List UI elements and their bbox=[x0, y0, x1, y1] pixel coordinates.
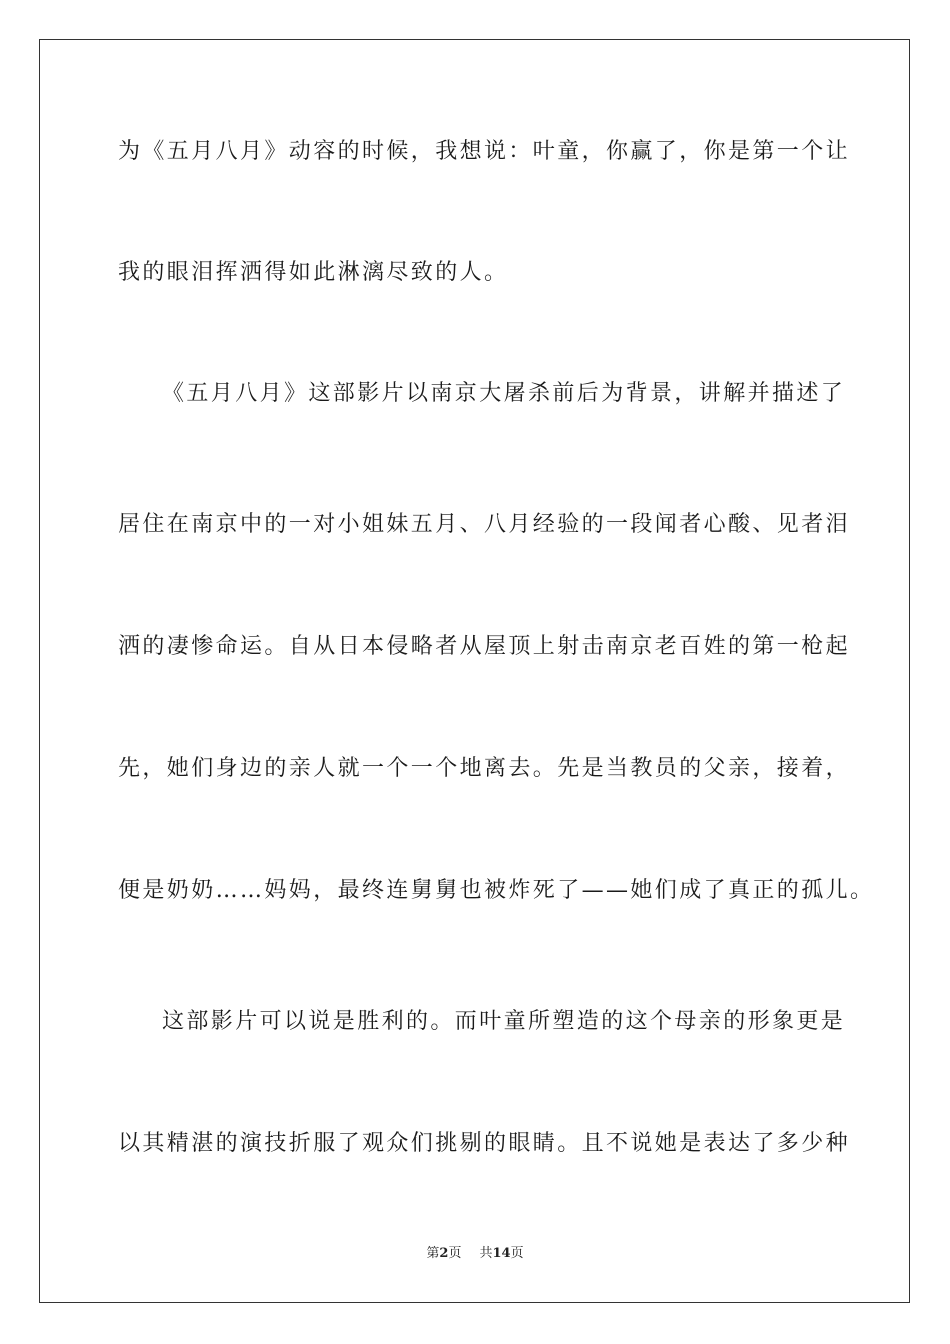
text-line-5: 洒的凄惨命运。自从日本侵略者从屋顶上射击南京老百姓的第一枪起 bbox=[118, 634, 851, 659]
text-line-7: 便是奶奶……妈妈，最终连舅舅也被炸死了——她们成了真正的孤儿。 bbox=[118, 878, 875, 903]
text-line-2: 我的眼泪挥洒得如此淋漓尽致的人。 bbox=[118, 260, 509, 285]
total-suffix: 页 bbox=[510, 1246, 524, 1261]
page-footer bbox=[0, 1245, 950, 1263]
total-pages: 14 bbox=[492, 1246, 511, 1261]
page-border bbox=[39, 39, 910, 1303]
text-line-9: 以其精湛的演技折服了观众们挑剔的眼睛。且不说她是表达了多少种 bbox=[118, 1131, 851, 1156]
total-prefix: 共 bbox=[479, 1246, 493, 1261]
text-line-1: 为《五月八月》动容的时候，我想说：叶童，你赢了，你是第一个让 bbox=[118, 139, 851, 164]
page-number: 2 bbox=[439, 1246, 449, 1261]
text-line-3: 《五月八月》这部影片以南京大屠杀前后为背景，讲解并描述了 bbox=[162, 381, 846, 406]
page-prefix: 第 bbox=[426, 1246, 440, 1261]
page-suffix: 页 bbox=[448, 1246, 462, 1261]
text-line-8: 这部影片可以说是胜利的。而叶童所塑造的这个母亲的形象更是 bbox=[162, 1009, 846, 1034]
text-line-4: 居住在南京中的一对小姐妹五月、八月经验的一段闻者心酸、见者泪 bbox=[118, 512, 851, 537]
text-line-6: 先，她们身边的亲人就一个一个地离去。先是当教员的父亲，接着， bbox=[118, 756, 851, 781]
